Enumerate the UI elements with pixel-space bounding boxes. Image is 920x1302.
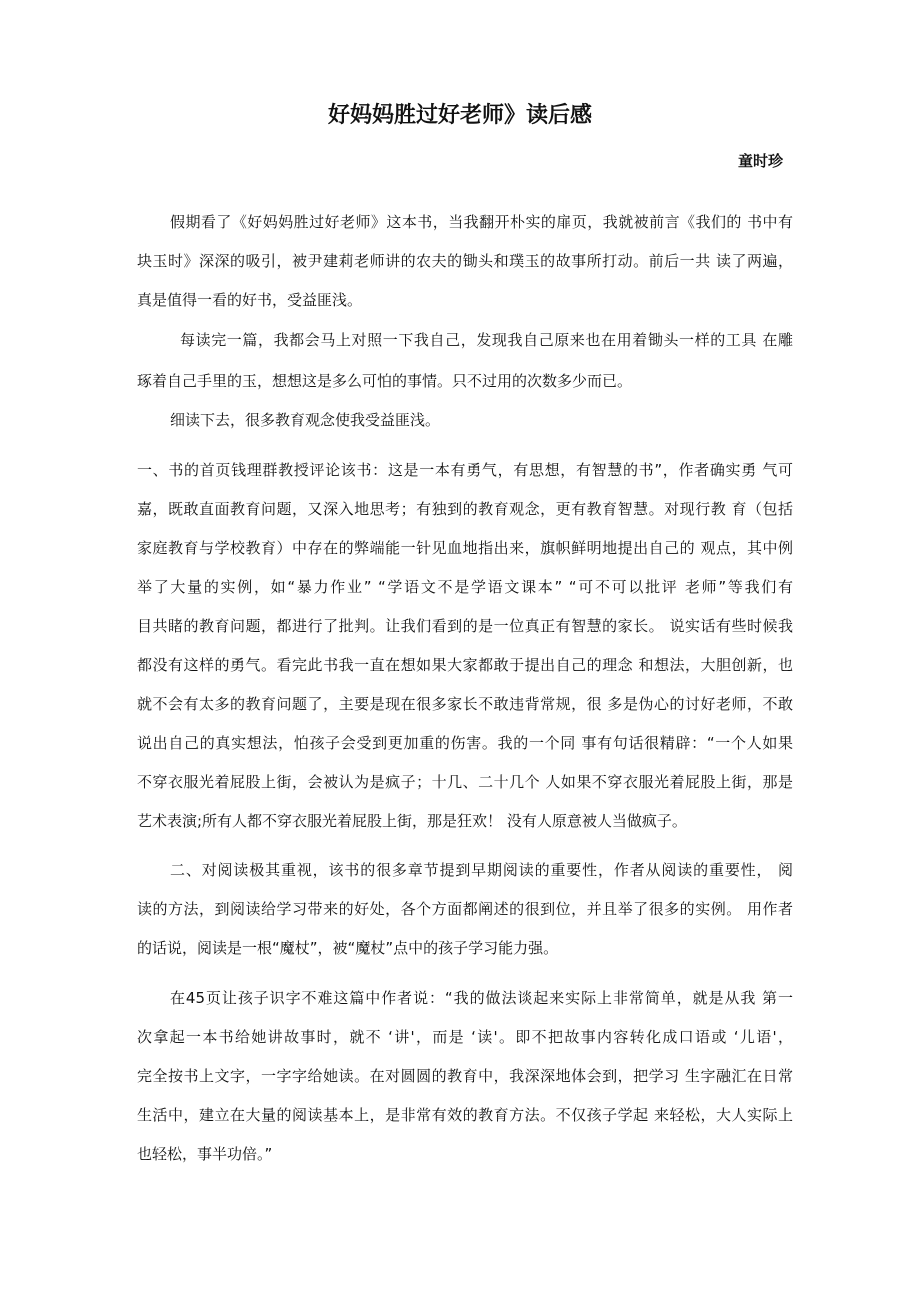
- author-name: 童时珍: [737, 152, 783, 170]
- section-1-line-6: 都没有这样的勇气。看完此书我一直在想如果大家都敢于提出自己的理念 和想法，大胆创新，也: [137, 656, 793, 674]
- section-1-line-4: 举了大量的实例，如“暴力作业” “学语文不是学语文课本” “可不可以批评 老师”等我们有: [137, 578, 793, 596]
- section-1-line-8: 说出自己的真实想法，怕孩子会受到更加重的伤害。我的一个同 事有句话很精辟：“一个人如果: [137, 734, 793, 752]
- section-1-line-3: 家庭教育与学校教育）中存在的弊端能一针见血地指出来，旗帜鲜明地提出自己的 观点，其中例: [137, 539, 793, 557]
- paragraph-4-line-1: 在45页让孩子识字不难这篇中作者说：“我的做法谈起来实际上非常简单，就是从我 第一: [170, 989, 793, 1007]
- section-2-line-2: 读的方法，到阅读给学习带来的好处，各个方面都阐述的很到位，并且举了很多的实例。 用作者: [137, 900, 793, 918]
- section-1-line-5: 目共睹的教育问题，都进行了批判。让我们看到的是一位真正有智慧的家长。 说实话有些时候我: [137, 617, 793, 635]
- paragraph-3-line-1: 细读下去，很多教育观念使我受益匪浅。: [170, 411, 441, 429]
- paragraph-2-line-2: 琢着自己手里的玉，想想这是多么可怕的事情。只不过用的次数多少而已。: [137, 372, 633, 390]
- paragraph-4-line-3: 完全按书上文字，一字字给她读。在对圆圆的教育中，我深深地体会到，把学习 生字融汇在日常: [137, 1067, 793, 1085]
- paragraph-1-line-1: 假期看了《好妈妈胜过好老师》这本书，当我翻开朴实的扉页，我就被前言《我们的 书中有: [170, 213, 793, 231]
- section-1-line-9: 不穿衣服光着屁股上街，会被认为是疯子；十几、二十几个 人如果不穿衣服光着屁股上街，那是: [137, 773, 793, 791]
- section-2-line-3: 的话说，阅读是一根“魔杖”，被“魔杖”点中的孩子学习能力强。: [137, 939, 559, 957]
- paragraph-1-line-2: 块玉时》深深的吸引，被尹建莉老师讲的农夫的锄头和璞玉的故事所打动。前后一共 读了两遍，: [137, 252, 793, 270]
- section-1-line-1: 一、书的首页钱理群教授评论该书：这是一本有勇气，有思想，有智慧的书”，作者确实勇 气可: [137, 461, 793, 479]
- paragraph-1-line-3: 真是值得一看的好书，受益匪浅。: [137, 291, 363, 309]
- paragraph-4-line-5: 也轻松，事半功倍。”: [137, 1145, 273, 1163]
- document-title: 好妈妈胜过好老师》读后感: [327, 103, 592, 128]
- paragraph-4-line-4: 生活中，建立在大量的阅读基本上，是非常有效的教育方法。不仅孩子学起 来轻松，大人实际上: [137, 1106, 793, 1124]
- section-1-line-10: 艺术表演;所有人都不穿衣服光着屁股上街，那是狂欢！ 没有人原意被人当做疯子。: [137, 812, 687, 830]
- section-2-line-1: 二、对阅读极其重视，该书的很多章节提到早期阅读的重要性，作者从阅读的重要性， 阅: [170, 861, 793, 879]
- paragraph-2-line-1: 每读完一篇，我都会马上对照一下我自己，发现我自己原来也在用着锄头一样的工具 在雕: [180, 331, 793, 349]
- paragraph-4-line-2: 次拿起一本书给她讲故事时，就不 ‘讲'，而是 ‘读'。即不把故事内容转化成口语或 ‘儿语'，: [137, 1028, 793, 1046]
- section-1-line-2: 嘉，既敢直面教育问题，又深入地思考；有独到的教育观念，更有教育智慧。对现行教 育（包括: [137, 500, 793, 518]
- section-1-line-7: 就不会有太多的教育问题了，主要是现在很多家长不敢违背常规，很 多是伪心的讨好老师，不敢: [137, 695, 793, 713]
